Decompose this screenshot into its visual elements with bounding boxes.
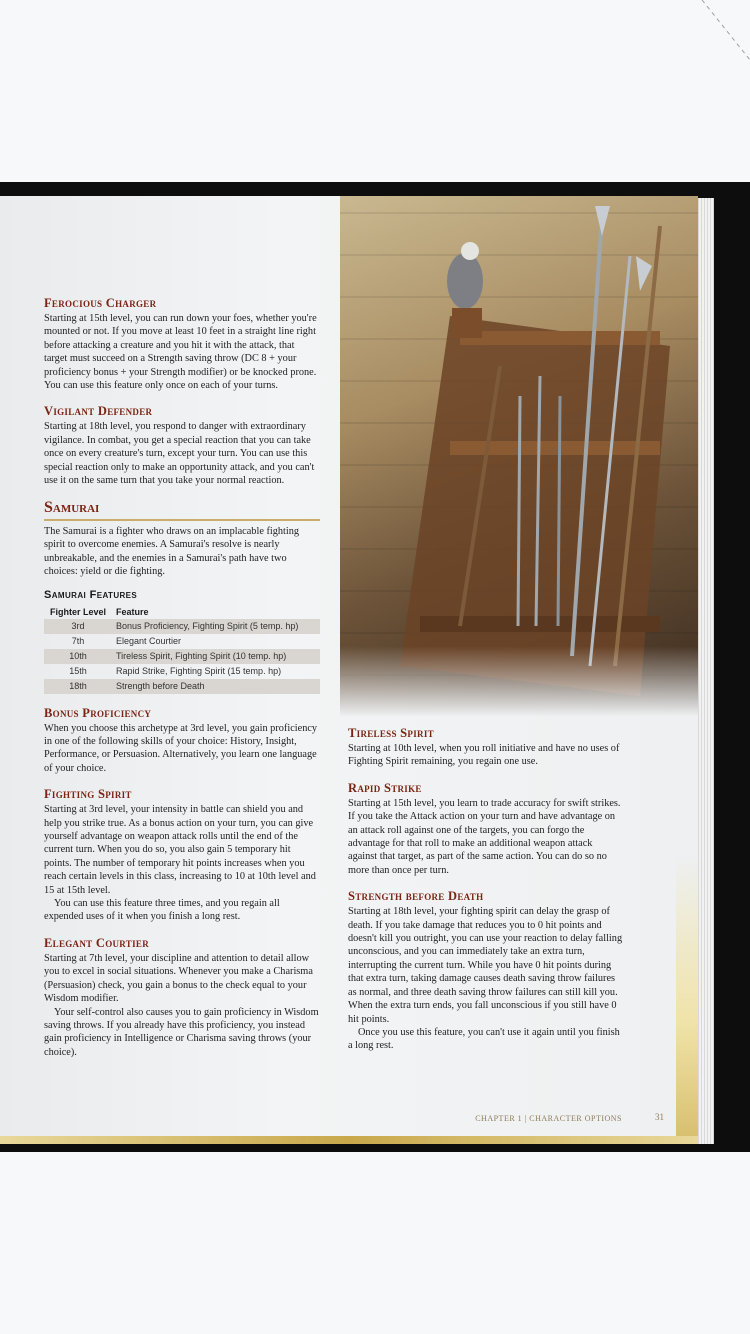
cell-level: 15th: [69, 666, 87, 677]
gold-bottom-border: [0, 1136, 698, 1144]
heading-elegant-courtier: Elegant Courtier: [44, 935, 149, 950]
column-header-level: Fighter Level: [49, 606, 106, 617]
section-bonus-proficiency: [44, 706, 320, 776]
table-row: [44, 634, 320, 649]
column-header-feature: Feature: [116, 606, 149, 617]
gold-decoration: [676, 856, 698, 1136]
text-elegant-courtier-2: Your self-control also causes you to gain proficiency in Wisdom saving throws. If you already have this proficiency, you instead gain proficiency in Intelligence or Charisma saving throws (your choice).: [44, 1006, 319, 1058]
section-tireless-spirit: [348, 726, 624, 769]
cell-level: 3rd: [44, 619, 112, 634]
page-edge: [698, 198, 714, 1144]
weapon-rack-illustration: [340, 196, 698, 716]
section-vigilant-defender: [44, 404, 320, 487]
text-tireless-spirit: Starting at 10th level, when you roll initiative and have no uses of Fighting Spirit remaining, you regain one use.: [348, 743, 620, 768]
section-strength-before-death: [348, 889, 624, 1052]
heading-tireless-spirit: Tireless Spirit: [348, 726, 434, 740]
samurai-features-table: [44, 606, 320, 694]
text-fighting-spirit: Starting at 3rd level, your intensity in battle can shield you and help you strike true. As a bonus action on your turn, you can give yourself advantage on weapon attack rolls until the end of the current turn. When you do so, you also gain 5 temporary hit points. The number of temporary hit points increases when you reach certain levels in this class, increasing to 10 at 10th level and 15 at 15th level.: [44, 804, 316, 896]
text-samurai: The Samurai is a fighter who draws on an implacable fighting spirit to overcome enemies. A Samurai's resolve is nearly unbreakable, and the enemies in a Samurai's path have two choices: yield or die fighting.: [44, 525, 300, 578]
cell-level: 18th: [44, 679, 112, 694]
right-column: [348, 726, 624, 1065]
table-row: [44, 619, 320, 634]
cell-level: 10th: [44, 649, 112, 664]
section-elegant-courtier: [44, 936, 320, 1059]
cell-level: 7th: [71, 636, 85, 647]
cell-feature: Bonus Proficiency, Fighting Spirit (5 temp. hp): [112, 619, 320, 634]
text-bonus-proficiency: When you choose this archetype at 3rd level, you gain proficiency in one of the following skills of your choice: History, Insight, Performance, or Persuasion. Alternatively, you learn one language of your choice.: [44, 722, 318, 774]
section-rapid-strike: [348, 781, 624, 877]
heading-samurai: Samurai: [44, 499, 100, 517]
table-row: [44, 649, 320, 664]
weapon-rack-icon: [340, 196, 698, 716]
table-row: [44, 664, 320, 679]
chapter-footer: CHAPTER 1 | CHARACTER OPTIONS: [475, 1114, 622, 1123]
heading-ferocious-charger: Ferocious Charger: [44, 296, 157, 310]
heading-rapid-strike: Rapid Strike: [348, 780, 422, 795]
cell-feature: Tireless Spirit, Fighting Spirit (10 temp. hp): [112, 649, 320, 664]
text-fighting-spirit-2: You can use this feature three times, and you regain all expended uses of it when you finish a long rest.: [44, 898, 280, 923]
section-ferocious-charger: [44, 296, 320, 392]
cell-feature: Rapid Strike, Fighting Spirit (15 temp. hp): [116, 666, 282, 677]
table-row: [44, 679, 320, 694]
page-number: 31: [655, 1112, 664, 1122]
heading-fighting-spirit: Fighting Spirit: [44, 787, 132, 802]
text-rapid-strike: Starting at 15th level, you learn to trade accuracy for swift strikes. If you take the Attack action on your turn and have advantage on an attack roll against one of the targets, you can forgo the advantage for that roll to make an additional weapon attack against that target, as part of the same action. You can do so no more than once per turn.: [348, 797, 621, 876]
cell-feature: Elegant Courtier: [116, 636, 182, 647]
heading-rule: [44, 519, 320, 521]
text-strength-before-death-2: Once you use this feature, you can't use it again until you finish a long rest.: [348, 1026, 620, 1052]
corner-dashed-line: [680, 0, 750, 70]
book-page: [0, 196, 698, 1144]
text-strength-before-death: Starting at 18th level, your fighting spirit can delay the grasp of death. If you take damage that reduces you to 0 hit points and doesn't kill you outright, you can use your reaction to delay falling unconscious, and you can immediately take an extra turn, interrupting the current turn. While you have 0 hit points during that extra turn, taking damage causes death saving throw failures as normal, and three death saving throw failures can still kill you. When the extra turn ends, you fall unconscious if you still have 0 hit points.: [348, 906, 623, 1025]
heading-strength-before-death: Strength before Death: [348, 889, 484, 904]
table-title: Samurai Features: [44, 588, 138, 601]
section-samurai: [44, 499, 320, 693]
text-ferocious-charger: Starting at 15th level, you can run down your foes, whether you're mounted or not. If you move at least 10 feet in a straight line right before attacking a creature and you hit it with the attack, that target must succeed on a Strength saving throw (DC 8 + your proficiency bonus + your Strength modifier) or be knocked prone. You can use this feature only once on each of your turns.: [44, 313, 317, 392]
heading-bonus-proficiency: Bonus Proficiency: [44, 705, 152, 720]
cell-feature: Strength before Death: [112, 679, 320, 694]
section-fighting-spirit: [44, 787, 320, 924]
text-vigilant-defender: Starting at 18th level, you respond to danger with extraordinary vigilance. In combat, you get a special reaction that you can take once on every creature's turn, except your turn. You can use this special reaction only to make an opportunity attack, and you can't use it on the same turn that you take your normal reaction.: [44, 421, 315, 487]
heading-vigilant-defender: Vigilant Defender: [44, 404, 153, 419]
text-elegant-courtier: Starting at 7th level, your discipline and attention to detail allow you to excel in social situations. Whenever you make a Charisma (Persuasion) check, you gain a bonus to the check equal to your Wisdom modifier.: [44, 952, 313, 1005]
left-column: [44, 296, 320, 1071]
